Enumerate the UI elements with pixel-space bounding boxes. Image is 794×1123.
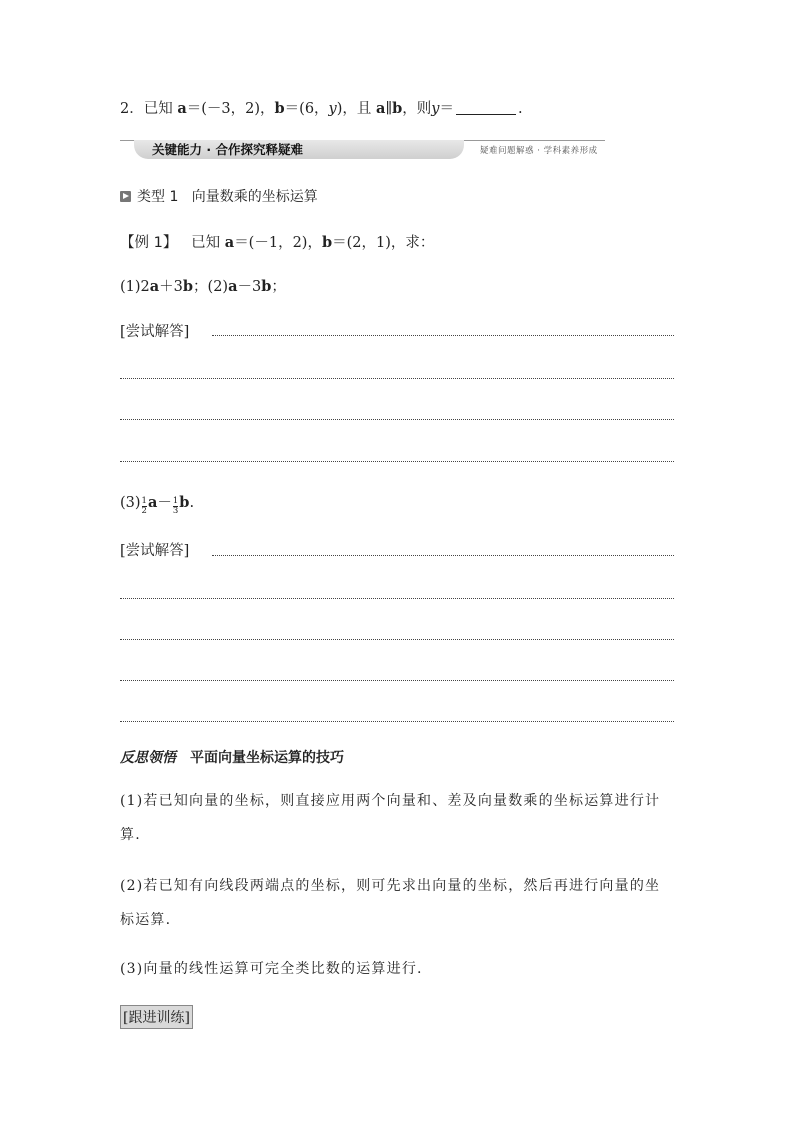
vector-b-value: ＝(2，1)，求： bbox=[332, 235, 435, 251]
denominator: 2 bbox=[141, 506, 147, 516]
answer-blank[interactable] bbox=[456, 100, 516, 115]
try-answer-label-2: [尝试解答] bbox=[120, 543, 190, 559]
question-2 bbox=[120, 97, 523, 118]
answer-line[interactable] bbox=[212, 555, 674, 556]
equals-sign: ＝ bbox=[439, 101, 454, 117]
triangle-bullet-icon bbox=[120, 191, 131, 202]
part-1-label: (1)2 bbox=[120, 279, 150, 295]
var-y-answer: y bbox=[431, 101, 440, 117]
tip-3: (3)向量的线性运算可完全类比数的运算进行. bbox=[120, 961, 423, 977]
numerator: 1 bbox=[172, 496, 179, 506]
type-title: 向量数乘的坐标运算 bbox=[191, 189, 318, 205]
text-fragment: )，且 bbox=[336, 101, 372, 117]
part-2-label: ；(2) bbox=[193, 279, 229, 295]
denominator: 3 bbox=[172, 506, 179, 516]
text-fragment: 已知 bbox=[191, 235, 221, 251]
period: . bbox=[189, 495, 195, 511]
vector-a-value: ＝(－3，2)， bbox=[186, 101, 275, 117]
semicolon: ； bbox=[271, 279, 286, 295]
numerator: 1 bbox=[141, 496, 147, 506]
vector-a: a bbox=[224, 234, 235, 251]
vector-a: a bbox=[147, 494, 158, 511]
vector-b: b bbox=[321, 234, 333, 251]
follow-up-training-label: [跟进训练] bbox=[120, 1005, 193, 1029]
answer-line[interactable] bbox=[120, 378, 674, 379]
part-3-label: (3) bbox=[120, 495, 141, 511]
vector-a: a bbox=[149, 278, 160, 295]
answer-line[interactable] bbox=[120, 598, 674, 599]
answer-line[interactable] bbox=[120, 639, 674, 640]
reflection-title: 平面向量坐标运算的技巧 bbox=[190, 750, 344, 766]
answer-line[interactable] bbox=[120, 680, 674, 681]
section-header bbox=[120, 137, 675, 161]
reflection-heading bbox=[120, 747, 344, 767]
part-3 bbox=[120, 491, 194, 516]
type-label: 类型 1 bbox=[137, 189, 179, 205]
period: . bbox=[517, 101, 523, 117]
vector-a: a bbox=[228, 278, 238, 295]
example-1 bbox=[120, 231, 434, 252]
var-y: y bbox=[328, 101, 337, 117]
minus-term: －3 bbox=[237, 279, 262, 295]
try-answer-label-1: [尝试解答] bbox=[120, 324, 190, 340]
vector-b: b bbox=[261, 278, 272, 295]
question-number: 2．已知 bbox=[120, 101, 173, 117]
fraction-one-third bbox=[173, 497, 178, 516]
vector-b: b bbox=[179, 494, 190, 511]
vector-b: b bbox=[274, 100, 285, 117]
plus-term: ＋3 bbox=[159, 279, 183, 295]
fraction-one-half bbox=[142, 497, 147, 516]
vector-b-value: ＝(6， bbox=[284, 101, 329, 117]
type-heading bbox=[120, 186, 318, 206]
vector-a: a bbox=[177, 100, 187, 117]
answer-line[interactable] bbox=[120, 461, 674, 462]
tip-1: (1)若已知向量的坐标，则直接应用两个向量和、差及向量数乘的坐标运算进行计算. bbox=[120, 793, 661, 843]
example-tag: 【例 1】 bbox=[120, 235, 178, 251]
vector-a-value: ＝(－1，2)， bbox=[234, 235, 322, 251]
text-fragment: ，则 bbox=[402, 101, 432, 117]
section-title: 关键能力 · 合作探究释疑难 bbox=[134, 140, 464, 159]
reflection-label: 反思领悟 bbox=[120, 750, 176, 766]
minus-sign: － bbox=[157, 495, 172, 511]
parallel-symbol: ∥ bbox=[385, 101, 393, 117]
answer-line[interactable] bbox=[212, 335, 674, 336]
parallel-a: a bbox=[376, 100, 386, 117]
answer-line[interactable] bbox=[120, 419, 674, 420]
answer-line[interactable] bbox=[120, 721, 674, 722]
parallel-b: b bbox=[392, 100, 403, 117]
section-subtitle: 疑难问题解惑 · 学科素养形成 bbox=[480, 146, 598, 156]
parts-1-2 bbox=[120, 275, 286, 296]
tip-2: (2)若已知有向线段两端点的坐标，则可先求出向量的坐标，然后再进行向量的坐标运算. bbox=[120, 878, 661, 928]
vector-b: b bbox=[182, 278, 194, 295]
